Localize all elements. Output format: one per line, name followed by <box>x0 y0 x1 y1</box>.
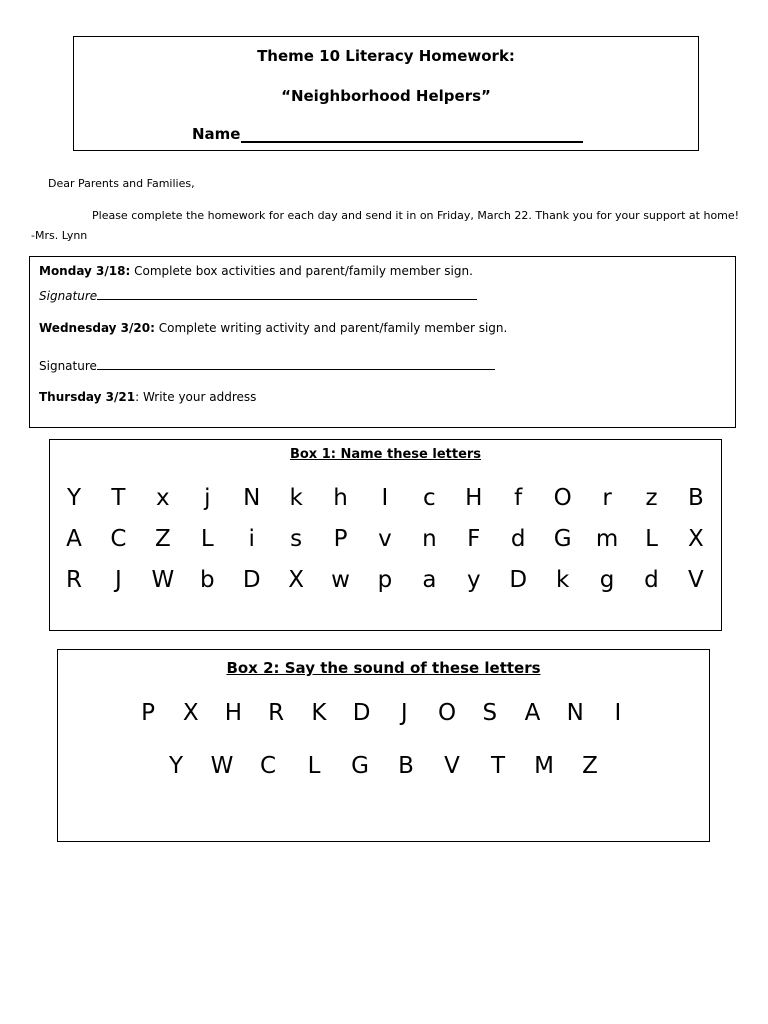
wednesday-day: Wednesday 3/20: <box>39 321 155 335</box>
letter: N <box>243 485 261 511</box>
worksheet-subtitle: “Neighborhood Helpers” <box>281 87 491 105</box>
letter: K <box>311 700 327 726</box>
box2-letter-sounds <box>57 649 710 842</box>
signature-row-1 <box>39 287 477 303</box>
letter: D <box>509 567 528 593</box>
name-field <box>192 125 583 143</box>
letter: O <box>553 485 572 511</box>
letter: J <box>115 567 122 593</box>
letter: H <box>224 700 243 726</box>
letter: r <box>602 485 612 511</box>
letter: B <box>398 753 414 779</box>
letter: N <box>566 700 584 726</box>
letter: W <box>210 753 234 779</box>
signature-label-1: Signature <box>39 289 98 303</box>
letter: h <box>333 485 348 511</box>
letter: I <box>614 700 622 726</box>
letter: P <box>141 700 155 726</box>
letter: B <box>688 485 704 511</box>
letter: X <box>288 567 304 593</box>
letter: C <box>259 753 277 779</box>
signature-row-2 <box>39 357 495 373</box>
letter: b <box>199 567 215 593</box>
letter: V <box>444 753 460 779</box>
letter: j <box>204 485 211 511</box>
letter: v <box>378 526 392 552</box>
schedule-thursday <box>39 390 256 404</box>
letter: G <box>351 753 369 779</box>
letter: z <box>645 485 658 511</box>
letter: Z <box>582 753 598 779</box>
letter: M <box>534 753 554 779</box>
letter: H <box>465 485 483 511</box>
letter: x <box>156 485 170 511</box>
letter: c <box>423 485 436 511</box>
signature-line-1 <box>97 287 477 300</box>
letter-body: Please complete the homework for each day and send it in on Friday, March 22. Thank you for your support at home! -Mrs. Lynn <box>31 209 740 242</box>
letter: A <box>524 700 541 726</box>
letter: R <box>66 567 82 593</box>
name-label: Name <box>192 125 241 143</box>
letter: C <box>110 526 127 552</box>
letter: d <box>510 526 526 552</box>
box1-row-1 <box>62 485 708 511</box>
signature-label-2: Signature <box>39 359 97 373</box>
letter: X <box>688 526 704 552</box>
letter: W <box>151 567 175 593</box>
letter: P <box>333 526 348 552</box>
box2-row-2 <box>164 753 602 779</box>
letter: J <box>400 700 408 726</box>
monday-day: Monday 3/18: <box>39 264 131 278</box>
box2-row-1 <box>136 700 630 726</box>
letter: F <box>467 526 481 552</box>
letter: S <box>482 700 498 726</box>
letter: d <box>644 567 659 593</box>
box1-row-2 <box>62 526 708 552</box>
letter: Y <box>66 485 82 511</box>
letter: D <box>352 700 371 726</box>
letter: Y <box>168 753 184 779</box>
letter: g <box>599 567 615 593</box>
letter: m <box>595 526 619 552</box>
worksheet-title: Theme 10 Literacy Homework: <box>257 47 515 65</box>
letter: k <box>289 485 303 511</box>
letter: L <box>200 526 214 552</box>
letter: O <box>437 700 457 726</box>
letter: I <box>381 485 389 511</box>
letter: f <box>514 485 523 511</box>
name-underline <box>241 127 583 143</box>
letter: s <box>290 526 303 552</box>
letter: L <box>645 526 658 552</box>
letter: G <box>553 526 572 552</box>
letter: Z <box>154 526 171 552</box>
letter: n <box>422 526 437 552</box>
letter: k <box>555 567 570 593</box>
schedule-box <box>29 256 736 428</box>
letter: X <box>182 700 199 726</box>
letter: w <box>331 567 350 593</box>
schedule-wednesday <box>39 321 507 335</box>
letter: y <box>466 567 481 593</box>
wednesday-text: Complete writing activity and parent/family member sign. <box>154 321 508 335</box>
letter-greeting: Dear Parents and Families, <box>48 177 195 190</box>
letter: T <box>111 485 126 511</box>
letter: i <box>248 526 255 552</box>
signature-line-2 <box>97 357 495 370</box>
header-box <box>73 36 699 151</box>
thursday-text: : Write your address <box>135 390 257 404</box>
box2-title: Box 2: Say the sound of these letters <box>226 659 541 677</box>
box1-row-3 <box>62 567 708 593</box>
schedule-monday <box>39 264 473 278</box>
letter: L <box>307 753 321 779</box>
letter: a <box>422 567 437 593</box>
letter: p <box>377 567 393 593</box>
thursday-day: Thursday 3/21 <box>39 390 136 404</box>
letter: D <box>242 567 261 593</box>
letter: A <box>66 526 82 552</box>
letter: T <box>490 753 506 779</box>
box1-title: Box 1: Name these letters <box>289 447 482 462</box>
letter: R <box>268 700 285 726</box>
letter: V <box>688 567 704 593</box>
box1-name-letters <box>49 439 722 631</box>
monday-text: Complete box activities and parent/family member sign. <box>130 264 473 278</box>
